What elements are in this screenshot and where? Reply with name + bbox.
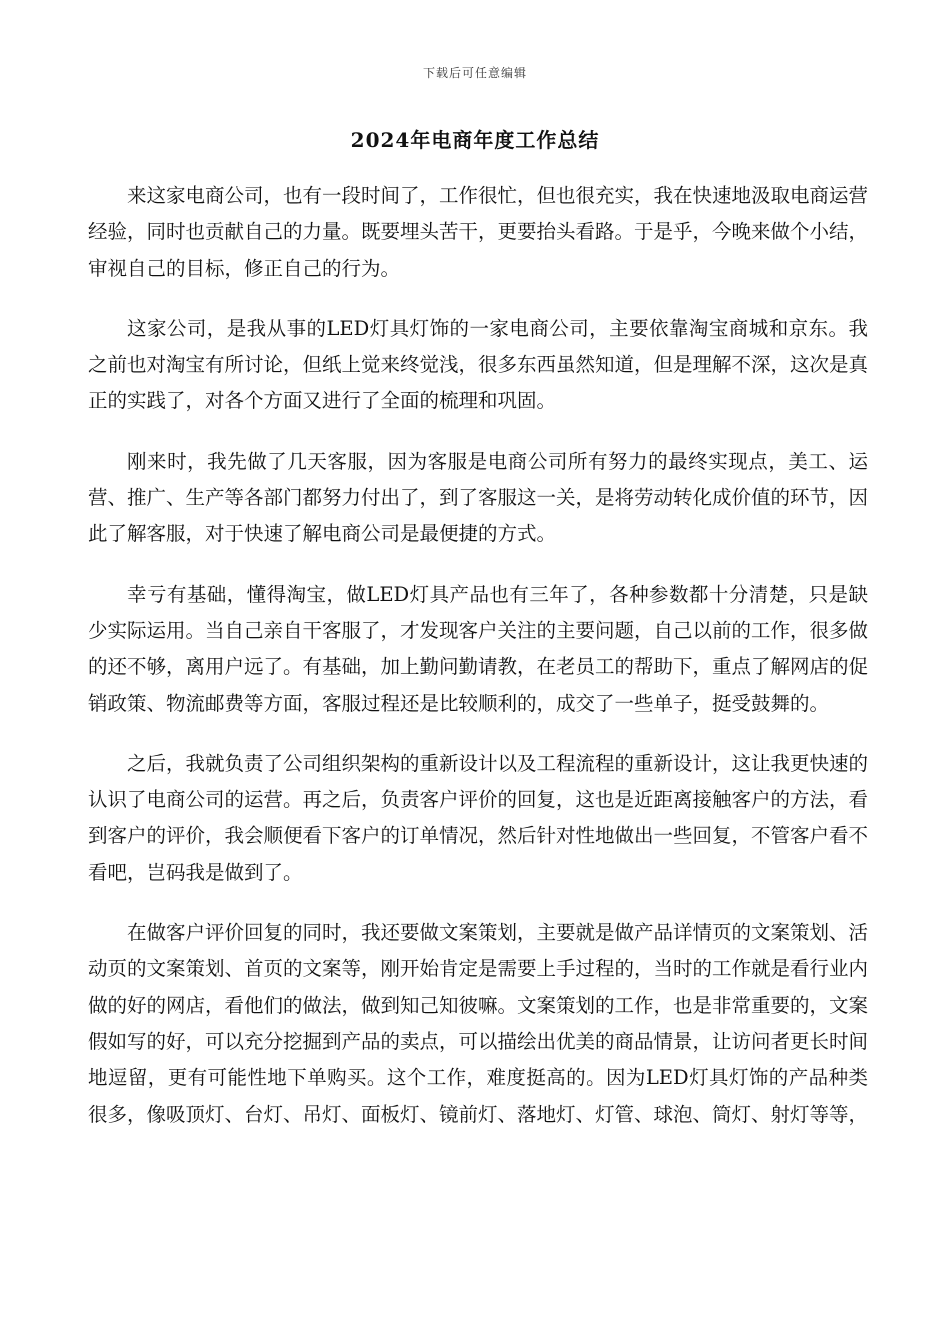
paragraph-5: 之后，我就负责了公司组织架构的重新设计以及工程流程的重新设计，这让我更快速的认识了电商公司的运营。再之后，负责客户评价的回复，这也是近距离接触客户的方法，看到客户的评价，我会顺便看下客户的订单情况，然后针对性地做出一些回复，不管客户看不看吧，岂码我是做到了。 [88,751,869,884]
document-title: 2024年电商年度工作总结 [350,128,600,152]
paragraph-2: 这家公司，是我从事的LED灯具灯饰的一家电商公司，主要依靠淘宝商城和京东。我之前也对淘宝有所讨论，但纸上觉来终觉浅，很多东西虽然知道，但是理解不深，这次是真正的实践了，对各个方面又进行了全面的梳理和巩固。 [88,316,869,413]
paragraph-1: 来这家电商公司，也有一段时间了，工作很忙，但也很充实，我在快速地汲取电商运营经验，同时也贡献自己的力量。既要埋头苦干，更要抬头看路。于是乎，今晚来做个小结，审视自己的目标，修正自己的行为。 [88,184,869,280]
header-note: 下载后可任意编辑 [422,66,527,80]
document-body [88,178,868,1157]
paragraph-4: 幸亏有基础，懂得淘宝，做LED灯具产品也有三年了，各种参数都十分清楚，只是缺少实际运用。当自己亲自干客服了，才发现客户关注的主要问题，自己以前的工作，很多做的还不够，离用户远了。有基础，加上勤问勤请教，在老员工的帮助下，重点了解网店的促销政策、物流邮费等方面，客服过程还是比较顺利的，成交了一些单子，挺受鼓舞的。 [88,582,869,715]
paragraph-6: 在做客户评价回复的同时，我还要做文案策划，主要就是做产品详情页的文案策划、活动页的文案策划、首页的文案等，刚开始肯定是需要上手过程的，当时的工作就是看行业内做的好的网店，看他们的做法，做到知己知彼嘛。文案策划的工作，也是非常重要的，文案假如写的好，可以充分挖掘到产品的卖点，可以描绘出优美的商品情景，让访问者更长时间地逗留，更有可能性地下单购买。这个工作，难度挺高的。因为LED灯具灯饰的产品种类很多，像吸顶灯、台灯、吊灯、面板灯、镜前灯、落地灯、灯管、球泡、筒灯、射灯等等， [88,921,869,1126]
paragraph-3: 刚来时，我先做了几天客服，因为客服是电商公司所有努力的最终实现点，美工、运营、推广、生产等各部门都努力付出了，到了客服这一关，是将劳动转化成价值的环节，因此了解客服，对于快速了解电商公司是最便捷的方式。 [88,449,869,546]
